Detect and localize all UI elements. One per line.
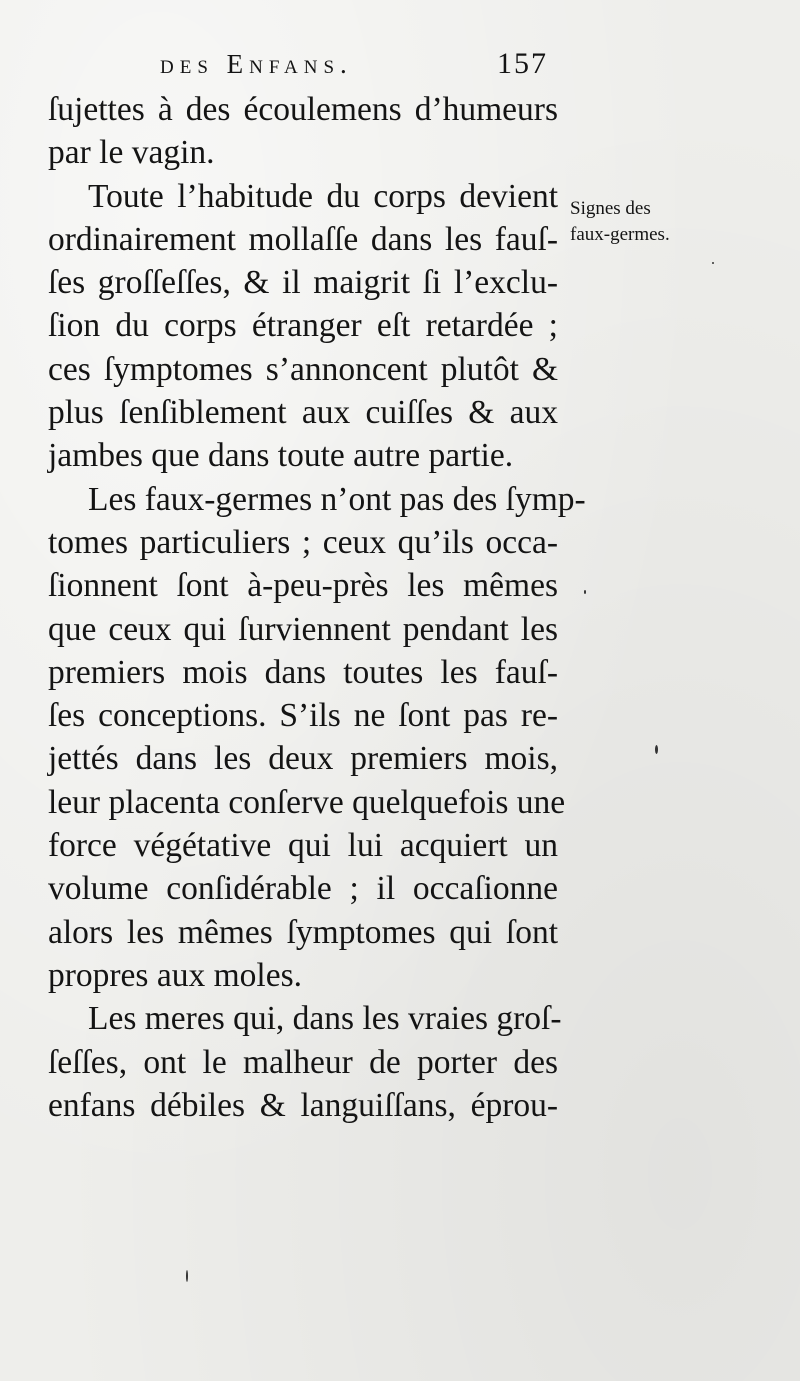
text-line: jambes que dans toute autre partie. bbox=[48, 437, 514, 475]
body-text bbox=[48, 88, 586, 1127]
text-line: ſion du corps étranger eſt retardée ; bbox=[48, 307, 558, 345]
margin-note bbox=[570, 196, 700, 248]
margin-note-line: Signes des bbox=[570, 198, 651, 219]
ink-speck bbox=[655, 745, 658, 754]
text-line: Les meres qui, dans les vraies groſ- bbox=[88, 1000, 562, 1038]
text-line: alors les mêmes ſymptomes qui ſont bbox=[48, 913, 558, 951]
text-line: ſes groſſeſſes, & il maigrit ſi l’exclu- bbox=[48, 264, 558, 302]
text-line: jettés dans les deux premiers mois, bbox=[48, 740, 558, 778]
ink-speck bbox=[712, 262, 714, 264]
text-line: leur placenta conſerve quelquefois une bbox=[48, 783, 566, 821]
text-line: ces ſymptomes s’annoncent plutôt & bbox=[48, 350, 558, 388]
text-line: plus ſenſiblement aux cuiſſes & aux bbox=[48, 394, 558, 432]
text-line: force végétative qui lui acquiert un bbox=[48, 827, 558, 865]
ink-speck bbox=[584, 590, 586, 594]
margin-note-line: faux-germes. bbox=[570, 224, 670, 245]
running-title: des Enfans. bbox=[160, 49, 353, 79]
text-line: par le vagin. bbox=[48, 134, 215, 172]
text-line: Toute l’habitude du corps devient bbox=[88, 177, 558, 215]
page-number: 157 bbox=[497, 47, 548, 80]
ink-speck bbox=[186, 1270, 188, 1282]
text-line: tomes particuliers ; ceux qu’ils occa- bbox=[48, 523, 558, 561]
text-line: ſeſſes, ont le malheur de porter des bbox=[48, 1043, 558, 1081]
text-line: ſes conceptions. S’ils ne ſont pas re- bbox=[48, 697, 558, 735]
text-line: volume conſidérable ; il occaſionne bbox=[48, 870, 558, 908]
text-line: enfans débiles & languiſſans, éprou- bbox=[48, 1086, 558, 1124]
text-line: ordinairement mollaſſe dans les fauſ- bbox=[48, 220, 558, 258]
text-line: ſujettes à des écoulemens d’humeurs bbox=[48, 91, 558, 128]
text-line: Les faux-germes n’ont pas des ſymp- bbox=[88, 480, 586, 518]
text-line: que ceux qui ſurviennent pendant les bbox=[48, 610, 558, 648]
text-line: ſionnent ſont à-peu-près les mêmes bbox=[48, 567, 558, 605]
text-line: premiers mois dans toutes les fauſ- bbox=[48, 653, 558, 691]
running-head bbox=[160, 46, 580, 86]
text-line: propres aux moles. bbox=[48, 956, 302, 994]
